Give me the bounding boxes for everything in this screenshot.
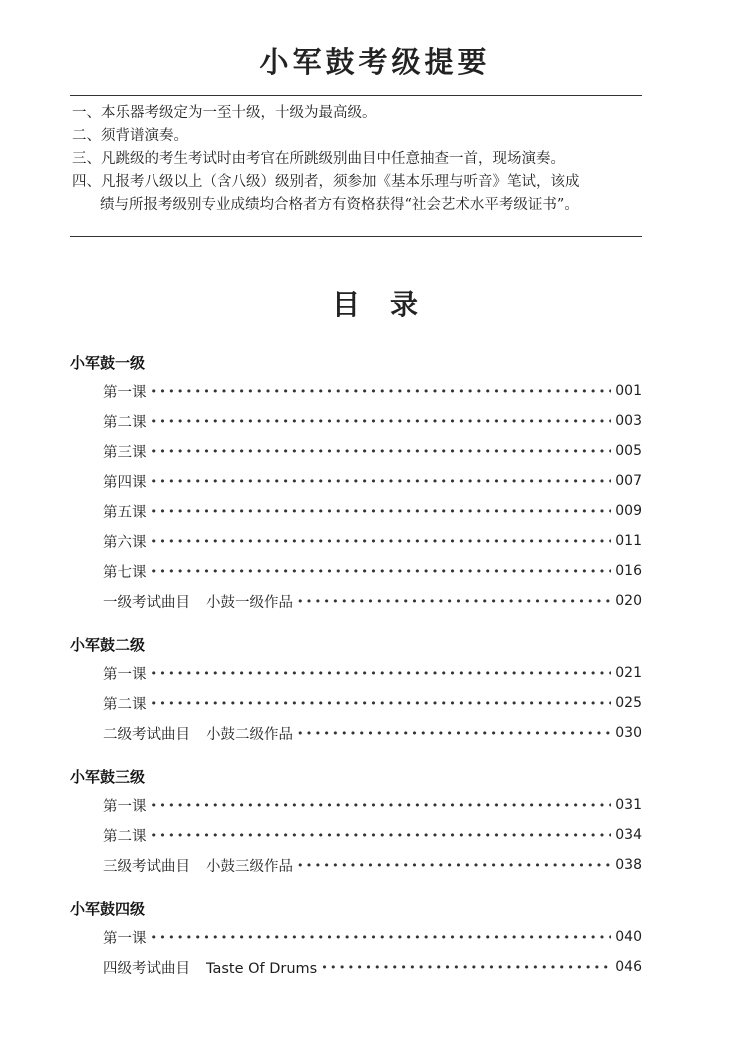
toc-entry[interactable] bbox=[70, 436, 642, 466]
rule-text: 须背谱演奏。 bbox=[101, 128, 188, 144]
toc-dot-leader bbox=[321, 961, 611, 974]
toc-entry[interactable] bbox=[70, 376, 642, 406]
toc-entry-piece: 小鼓一级作品 bbox=[206, 594, 293, 611]
toc-entry-title: 第一课 bbox=[103, 930, 147, 947]
rule-item bbox=[72, 125, 644, 148]
rule-number: 四、 bbox=[72, 174, 101, 190]
rule-number: 一、 bbox=[72, 105, 101, 121]
toc-entry-label bbox=[103, 795, 147, 816]
toc-dot-leader bbox=[151, 475, 612, 488]
toc-entry[interactable] bbox=[70, 790, 642, 820]
toc-entry-title: 二级考试曲目 bbox=[103, 726, 190, 743]
toc-entry-label bbox=[103, 855, 293, 876]
toc-page-number: 011 bbox=[615, 533, 642, 549]
toc-section bbox=[70, 350, 642, 616]
toc-title: 目录 bbox=[331, 288, 448, 321]
toc-entry[interactable] bbox=[70, 526, 642, 556]
toc-entry[interactable] bbox=[70, 466, 642, 496]
toc-entry-label bbox=[103, 825, 147, 846]
toc-page-number: 034 bbox=[615, 827, 642, 843]
toc-page-number: 016 bbox=[615, 563, 642, 579]
toc-section-heading: 小军鼓二级 bbox=[70, 636, 146, 654]
toc-entry-label bbox=[103, 501, 147, 522]
toc-entry-title: 第七课 bbox=[103, 564, 147, 581]
toc-dot-leader bbox=[151, 799, 612, 812]
toc-entry-title: 第二课 bbox=[103, 828, 147, 845]
toc-entry-label bbox=[103, 663, 147, 684]
toc-dot-leader bbox=[151, 535, 612, 548]
toc-page-number: 046 bbox=[615, 959, 642, 975]
toc-page-number: 038 bbox=[615, 857, 642, 873]
toc-section bbox=[70, 896, 642, 982]
toc-section-heading: 小军鼓三级 bbox=[70, 768, 146, 786]
toc-entry[interactable] bbox=[70, 496, 642, 526]
rule-number: 二、 bbox=[72, 128, 101, 144]
toc-page-number: 001 bbox=[615, 383, 642, 399]
rule-item bbox=[72, 171, 644, 194]
toc-dot-leader bbox=[151, 829, 612, 842]
rule-item bbox=[72, 148, 644, 171]
toc-entry-label bbox=[103, 591, 293, 612]
toc-entry-piece: 小鼓三级作品 bbox=[206, 858, 293, 875]
toc-dot-leader bbox=[297, 727, 611, 740]
toc-dot-leader bbox=[151, 415, 612, 428]
toc-entry-label bbox=[103, 381, 147, 402]
toc-entry[interactable] bbox=[70, 718, 642, 748]
toc-entry[interactable] bbox=[70, 406, 642, 436]
toc-page-number: 031 bbox=[615, 797, 642, 813]
table-of-contents bbox=[70, 350, 642, 998]
toc-dot-leader bbox=[151, 697, 612, 710]
toc-dot-leader bbox=[151, 505, 612, 518]
toc-page-number: 005 bbox=[615, 443, 642, 459]
toc-page-number: 025 bbox=[615, 695, 642, 711]
toc-entry-title: 一级考试曲目 bbox=[103, 594, 190, 611]
toc-section bbox=[70, 632, 642, 748]
toc-page-number: 009 bbox=[615, 503, 642, 519]
toc-entry-label bbox=[103, 471, 147, 492]
toc-entry[interactable] bbox=[70, 556, 642, 586]
toc-dot-leader bbox=[151, 385, 612, 398]
rule-text: 凡报考八级以上（含八级）级别者，须参加《基本乐理与听音》笔试，该成 bbox=[101, 174, 580, 190]
toc-entry-piece: 小鼓二级作品 bbox=[206, 726, 293, 743]
toc-entry-label bbox=[103, 441, 147, 462]
toc-entry-label bbox=[103, 561, 147, 582]
toc-section-heading: 小军鼓四级 bbox=[70, 900, 146, 918]
toc-entry-label bbox=[103, 531, 147, 552]
rule-text: 凡跳级的考生考试时由考官在所跳级别曲目中任意抽查一首，现场演奏。 bbox=[101, 151, 565, 167]
toc-page-number: 030 bbox=[615, 725, 642, 741]
toc-dot-leader bbox=[297, 859, 611, 872]
divider-top bbox=[70, 95, 642, 96]
toc-entry[interactable] bbox=[70, 850, 642, 880]
toc-entry-title: 第五课 bbox=[103, 504, 147, 521]
toc-entry-label bbox=[103, 723, 293, 744]
toc-section bbox=[70, 764, 642, 880]
toc-dot-leader bbox=[151, 931, 612, 944]
toc-entry-title: 第六课 bbox=[103, 534, 147, 551]
toc-page-number: 021 bbox=[615, 665, 642, 681]
toc-entry-title: 第二课 bbox=[103, 696, 147, 713]
toc-entry-label bbox=[103, 957, 317, 978]
toc-entry-title: 第一课 bbox=[103, 666, 147, 683]
toc-entry-title: 第四课 bbox=[103, 474, 147, 491]
page-title: 小军鼓考级提要 bbox=[259, 45, 491, 79]
toc-dot-leader bbox=[151, 565, 612, 578]
divider-bottom bbox=[70, 236, 642, 237]
toc-section-heading: 小军鼓一级 bbox=[70, 354, 146, 372]
toc-dot-leader bbox=[151, 445, 612, 458]
toc-page-number: 007 bbox=[615, 473, 642, 489]
toc-page-number: 003 bbox=[615, 413, 642, 429]
toc-entry-title: 第二课 bbox=[103, 414, 147, 431]
toc-entry-label bbox=[103, 927, 147, 948]
toc-entry[interactable] bbox=[70, 922, 642, 952]
toc-entry-piece: Taste Of Drums bbox=[206, 960, 318, 977]
toc-entry-title: 第三课 bbox=[103, 444, 147, 461]
rule-text-continued: 绩与所报考级别专业成绩均合格者方有资格获得“社会艺术水平考级证书”。 bbox=[100, 197, 579, 213]
toc-dot-leader bbox=[297, 595, 611, 608]
toc-entry[interactable] bbox=[70, 688, 642, 718]
toc-entry[interactable] bbox=[70, 586, 642, 616]
toc-entry[interactable] bbox=[70, 820, 642, 850]
toc-entry-label bbox=[103, 411, 147, 432]
rule-text: 本乐器考级定为一至十级，十级为最高级。 bbox=[101, 105, 377, 121]
toc-entry-label bbox=[103, 693, 147, 714]
toc-page-number: 040 bbox=[615, 929, 642, 945]
toc-entry-title: 第一课 bbox=[103, 384, 147, 401]
toc-entry-title: 三级考试曲目 bbox=[103, 858, 190, 875]
exam-rules bbox=[72, 102, 644, 217]
toc-entry[interactable] bbox=[70, 952, 642, 982]
rule-item bbox=[72, 102, 644, 125]
toc-entry-title: 第一课 bbox=[103, 798, 147, 815]
rule-number: 三、 bbox=[72, 151, 101, 167]
toc-entry-title: 四级考试曲目 bbox=[103, 960, 190, 977]
toc-entry[interactable] bbox=[70, 658, 642, 688]
toc-page-number: 020 bbox=[615, 593, 642, 609]
toc-dot-leader bbox=[151, 667, 612, 680]
